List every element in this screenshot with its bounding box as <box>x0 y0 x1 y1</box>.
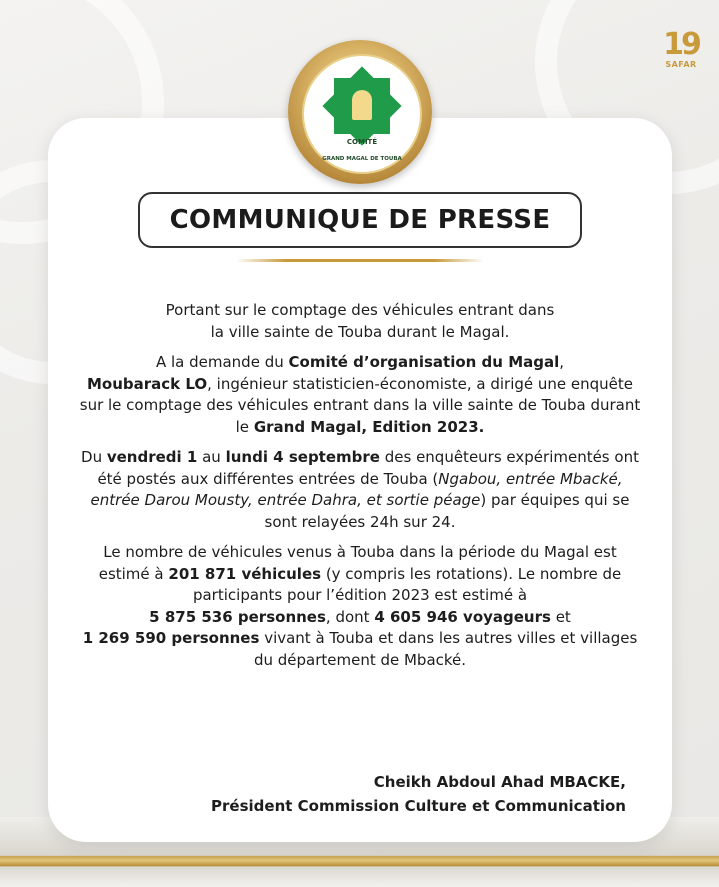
logo-subtitle: GRAND MAGAL DE TOUBA <box>322 156 402 162</box>
committee-name: Comité d’organisation du Magal <box>288 353 560 371</box>
entry-points: Ngabou, entrée Mbacké, entrée Darou Mousty, entrée Dahra, et sortie péage <box>90 469 623 509</box>
signature-block <box>211 770 626 818</box>
logo-title: COMITÉ <box>346 138 378 146</box>
signatory-name: Cheikh Abdoul Ahad MBACKE, <box>373 773 626 791</box>
paragraph-intro <box>78 300 642 343</box>
vehicle-count: 201 871 véhicules <box>168 564 322 583</box>
text-span: A la demande du <box>155 353 289 371</box>
intro-line-1: Portant sur le comptage des véhicules entrant dans <box>165 301 555 319</box>
press-release-card <box>48 118 672 842</box>
end-date: lundi 4 septembre <box>225 448 380 466</box>
traveler-count: 4 605 946 voyageurs <box>374 607 551 626</box>
text-span: , <box>559 353 565 371</box>
text-span: Du <box>81 448 107 466</box>
press-release-body <box>78 300 642 680</box>
author-name: Moubarack LO <box>86 374 208 393</box>
text-span: vivant à Touba et dans les autres villes et villages du département de Mbacké. <box>253 629 638 669</box>
text-span: (y compris les rotations). Le nombre de participants pour l’édition 2023 est estimé à <box>192 564 622 604</box>
start-date: vendredi 1 <box>106 448 198 466</box>
safar-badge <box>661 27 701 69</box>
text-span: , dont <box>325 607 375 626</box>
title-underline <box>236 259 484 262</box>
text-span: des enquêteurs expérimentés ont été postés aux différentes entrées de Touba ( <box>97 448 639 488</box>
text-span: Le nombre de véhicules venus à Touba dans la période du Magal est estimé à <box>98 543 617 583</box>
badge-number: 19 <box>663 27 699 62</box>
participant-count: 5 875 536 personnes <box>149 607 326 626</box>
text-span: au <box>197 448 226 466</box>
committee-logo <box>288 40 432 184</box>
text-span: et <box>550 607 571 626</box>
badge-label: SAFAR <box>665 60 697 69</box>
logo-inner <box>302 54 422 174</box>
text-span: , ingénieur statisticien-économiste, a dirigé une enquête sur le comptage des véhicules entrant dans la ville sainte de Touba durant le <box>79 374 641 436</box>
paragraph-context <box>78 352 642 438</box>
text-span: ) par équipes qui se sont relayées 24h sur 24. <box>264 491 630 531</box>
paragraph-method <box>78 447 642 533</box>
signatory-role: Président Commission Culture et Communication <box>211 797 626 815</box>
title-frame <box>138 192 582 248</box>
event-name: Grand Magal, Edition 2023. <box>253 417 485 436</box>
paragraph-results <box>78 542 642 671</box>
intro-line-2: la ville sainte de Touba durant le Magal. <box>210 322 510 341</box>
resident-count: 1 269 590 personnes <box>82 629 260 647</box>
mosque-icon <box>352 90 372 120</box>
page-title: COMMUNIQUE DE PRESSE <box>169 205 551 235</box>
